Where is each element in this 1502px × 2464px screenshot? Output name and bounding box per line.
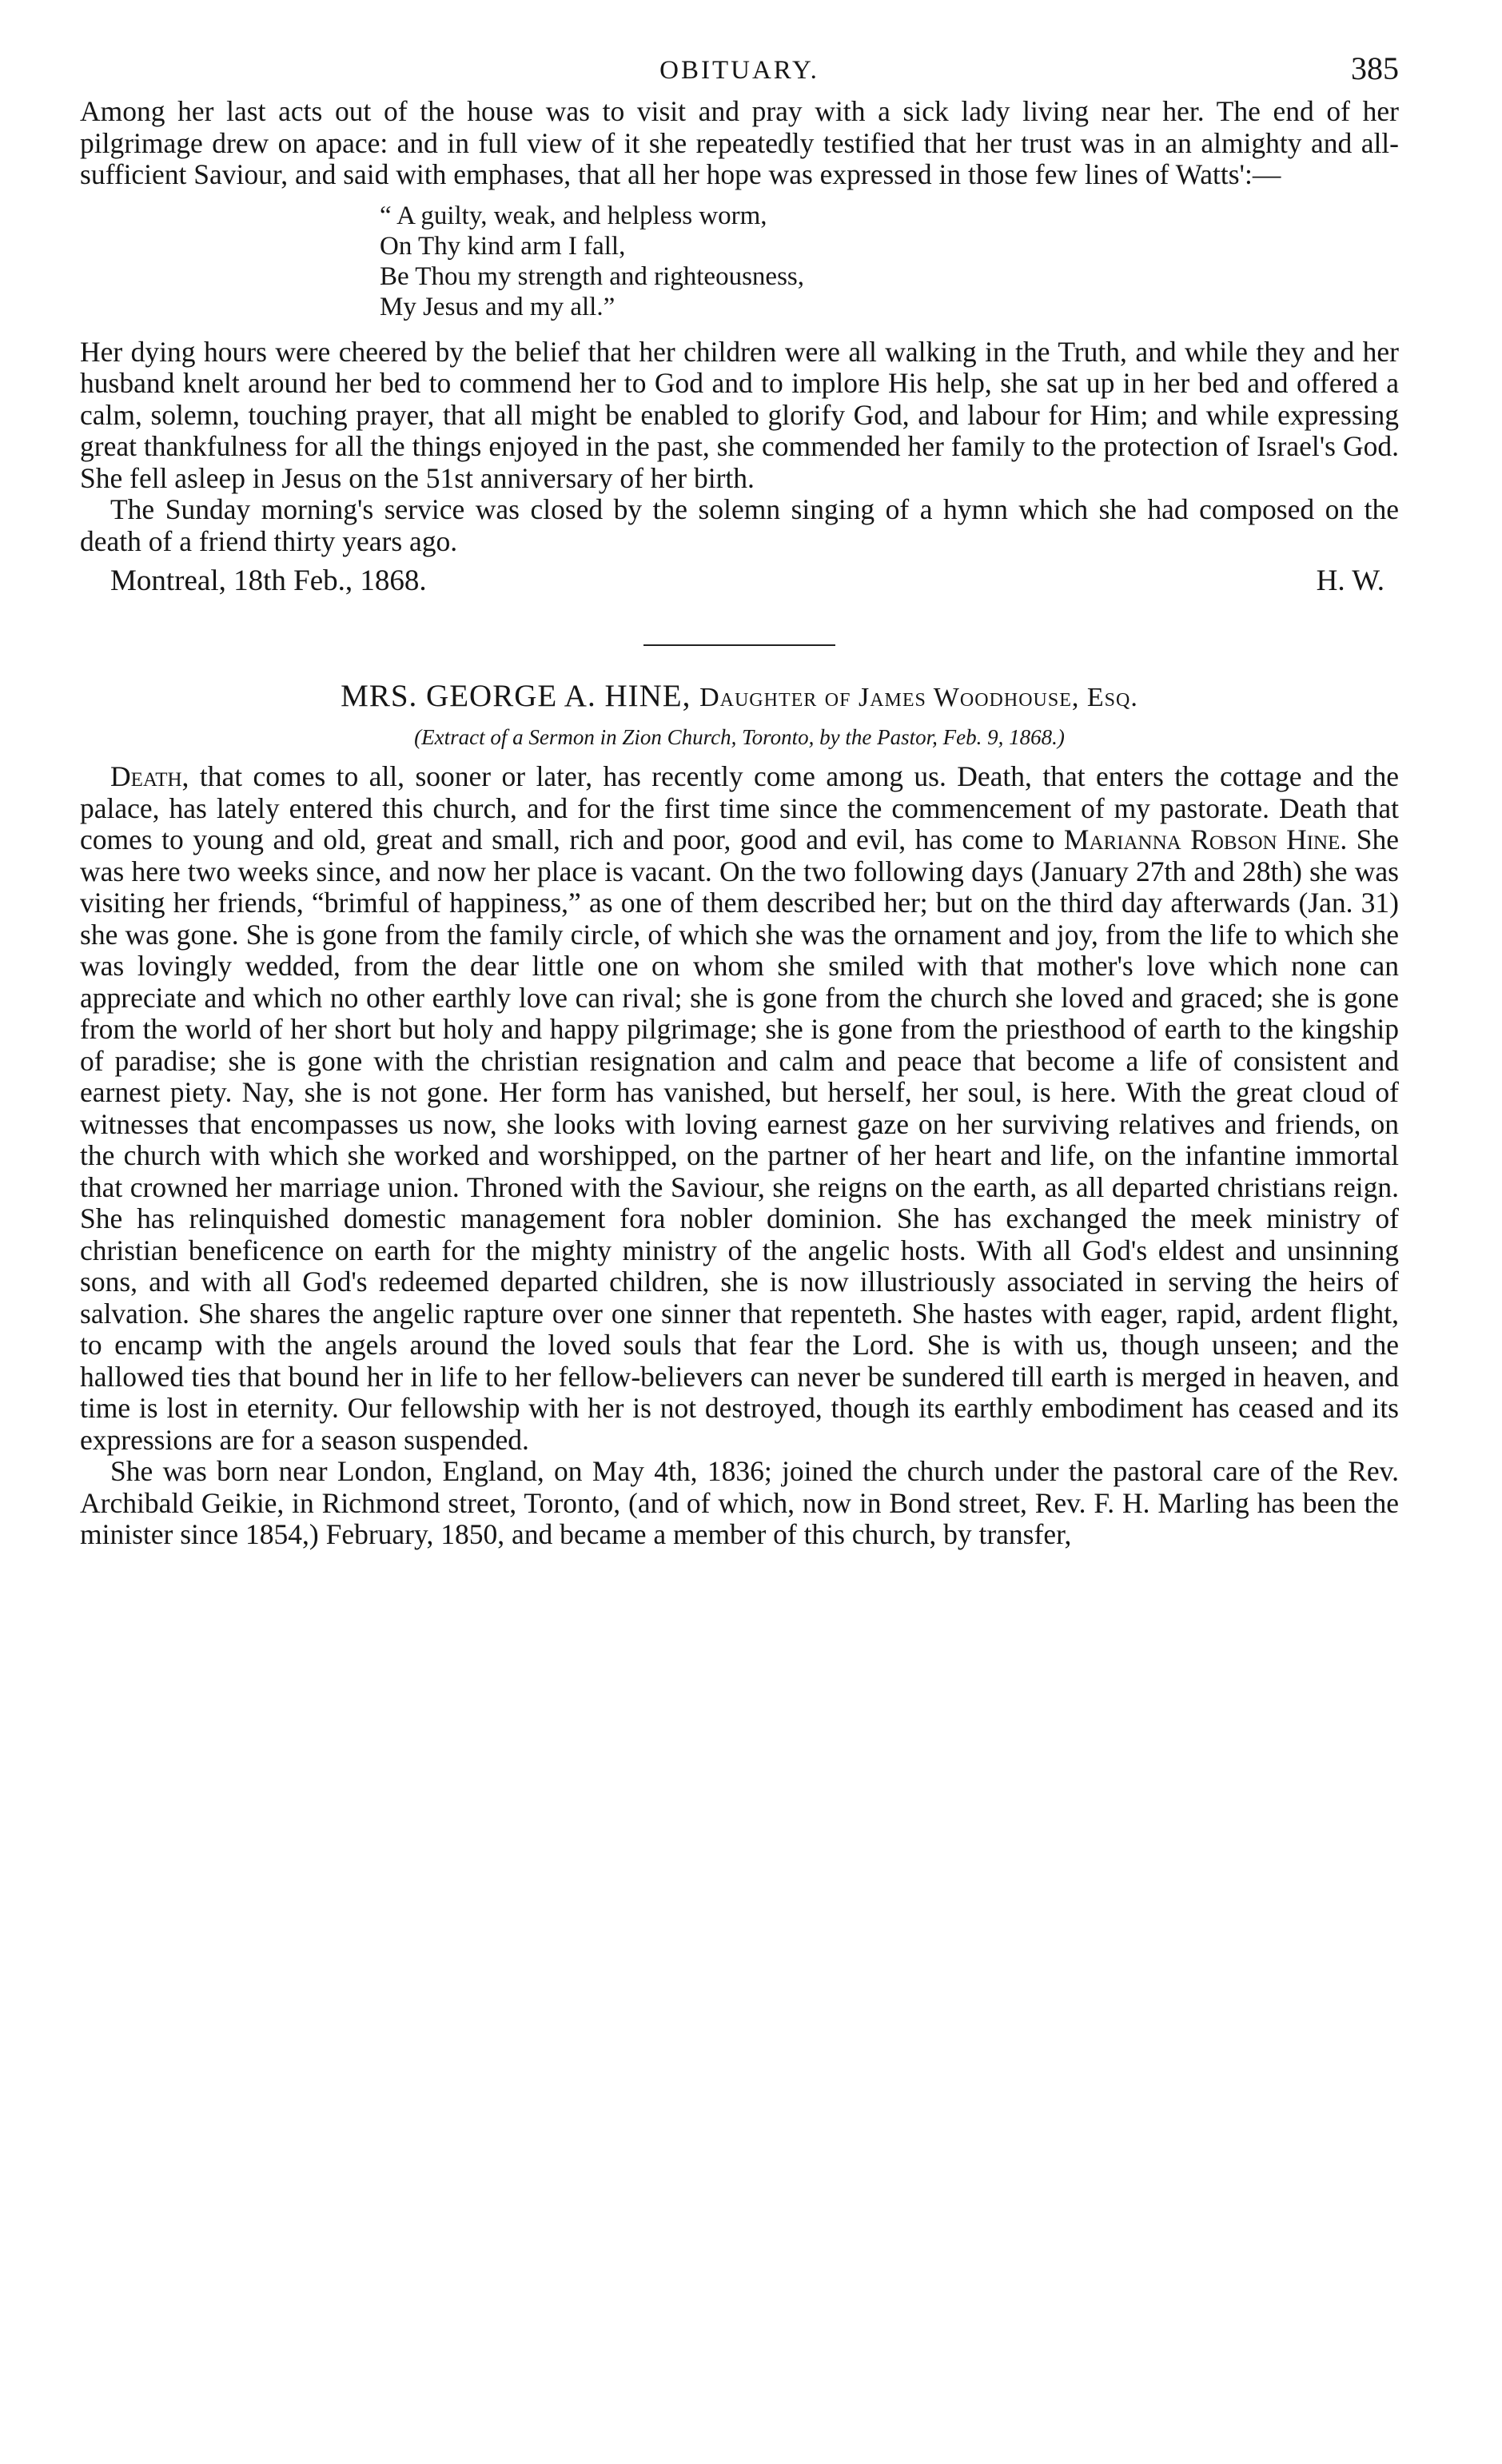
page-number: 385 <box>1351 50 1399 86</box>
obituary-1-signoff <box>80 564 1399 598</box>
obituary-1-paragraph-3: The Sunday morning's service was closed by the solemn singing of a hymn which she had composed on the death of a friend thirty years ago. <box>80 493 1399 557</box>
obituary-1-paragraph-1: Among her last acts out of the house was to visit and pray with a sick lady living near her. The end of her pilgrimage drew on apace: and in full view of it she repeatedly testified that her trust was in an almighty and all-sufficient Saviour, and said with emphases, that all her hope was expressed in those few lines of Watts':— <box>80 95 1399 190</box>
hymn-line-4: My Jesus and my all.” <box>380 292 616 321</box>
book-page <box>80 40 1399 1551</box>
hymn-line-2: On Thy kind arm I fall, <box>380 231 626 261</box>
hymn-quote <box>380 201 1399 322</box>
paragraph-1-part-a: that comes to all, sooner or later, has recently come among us. Death, that enters the cottage and the palace, has lately entered this church, and for the first time since the commencement of my pastorate. Death that comes to young and old, great and small, rich and poor, good and evil, has come to <box>80 760 1400 855</box>
hymn-line-3: Be Thou my strength and righteousness, <box>380 261 804 291</box>
hymn-line-1: “ A guilty, weak, and helpless worm, <box>380 201 767 230</box>
obituary-2-parentage: Daughter of James Woodhouse, Esq. <box>699 683 1138 712</box>
obituary-1-paragraph-2: Her dying hours were cheered by the belief that her children were all walking in the Truth, and while they and her husband knelt around her bed to commend her to God and to implore His help, she sat up in her bed and offered a calm, solemn, touching prayer, that all might be enabled to glorify God, and labour for Him; and while expressing great thankfulness for all the things enjoyed in the past, she commended her family to the protection of Israel's God. She fell asleep in Jesus on the 51st anniversary of her birth. <box>80 335 1399 494</box>
obituary-2-paragraph-1 <box>80 761 1399 1456</box>
obituary-2-name: MRS. GEORGE A. HINE, <box>341 679 691 713</box>
place-date: Montreal, 18th Feb., 1868. <box>110 564 427 597</box>
obituary-2-paragraph-2: She was born near London, England, on May 4th, 1836; joined the church under the pastoral care of the Rev. Archibald Geikie, in Richmond street, Toronto, (and of which, now in Bond street, Rev. F. H. Marling has been the minister since 1854,) February, 1850, and became a member of this church, by transfer, <box>80 1455 1399 1550</box>
deceased-name: Marianna Robson Hine. <box>1063 823 1348 855</box>
author-initials: H. W. <box>1316 564 1384 597</box>
lead-word: Death, <box>110 760 189 792</box>
section-divider <box>643 644 835 646</box>
running-title: OBITUARY. <box>659 56 819 85</box>
running-head <box>80 40 1399 96</box>
paragraph-1-part-b: She was here two weeks since, and now her place is vacant. On the two following days (January 27th and 28th) she was visiting her friends, “brimful of happiness,” as one of them described her; but on the third day afterwards (Jan. 31) she was gone. She is gone from the family circle, of which she was the ornament and joy, from the life to which she was lovingly wedded, from the dear little one on whom she smiled with that mother's love which none can appreciate and which no other earthly love can rival; she is gone from the church she loved and graced; she is gone from the world of her short but holy and happy pilgrimage; she is gone from the priesthood of earth to the kingship of paradise; she is gone with the christian resignation and calm and peace that become a life of consistent and earnest piety. Nay, she is not gone. Her form has vanished, but herself, her soul, is here. With the great cloud of witnesses that encompasses us now, she looks with loving earnest gaze on her surviving relatives and friends, on the church with which she worked and worshipped, on the partner of her heart and life, on the infantine immortal that crowned her marriage union. Throned with the Saviour, she reigns on the earth, as all departed christians reign. She has relinquished domestic management fora nobler dominion. She has exchanged the meek ministry of christian beneficence on earth for the mighty ministry of the angelic hosts. With all God's eldest and unsinning sons, and with all God's redeemed departed children, she is now illustriously associated in serving the heirs of salvation. She shares the angelic rapture over one sinner that repenteth. She hastes with eager, rapid, ardent flight, to encamp with the angels around the loved souls that fear the Lord. She is with us, though unseen; and the hallowed ties that bound her in life to her fellow-believers can never be sundered till earth is merged in heaven, and time is lost in eternity. Our fellowship with her is not destroyed, though its earthly embodiment has ceased and its expressions are for a season suspended. <box>80 823 1399 1456</box>
obituary-2-subheading: (Extract of a Sermon in Zion Church, Toronto, by the Pastor, Feb. 9, 1868.) <box>414 725 1065 749</box>
obituary-2-heading <box>80 678 1399 714</box>
